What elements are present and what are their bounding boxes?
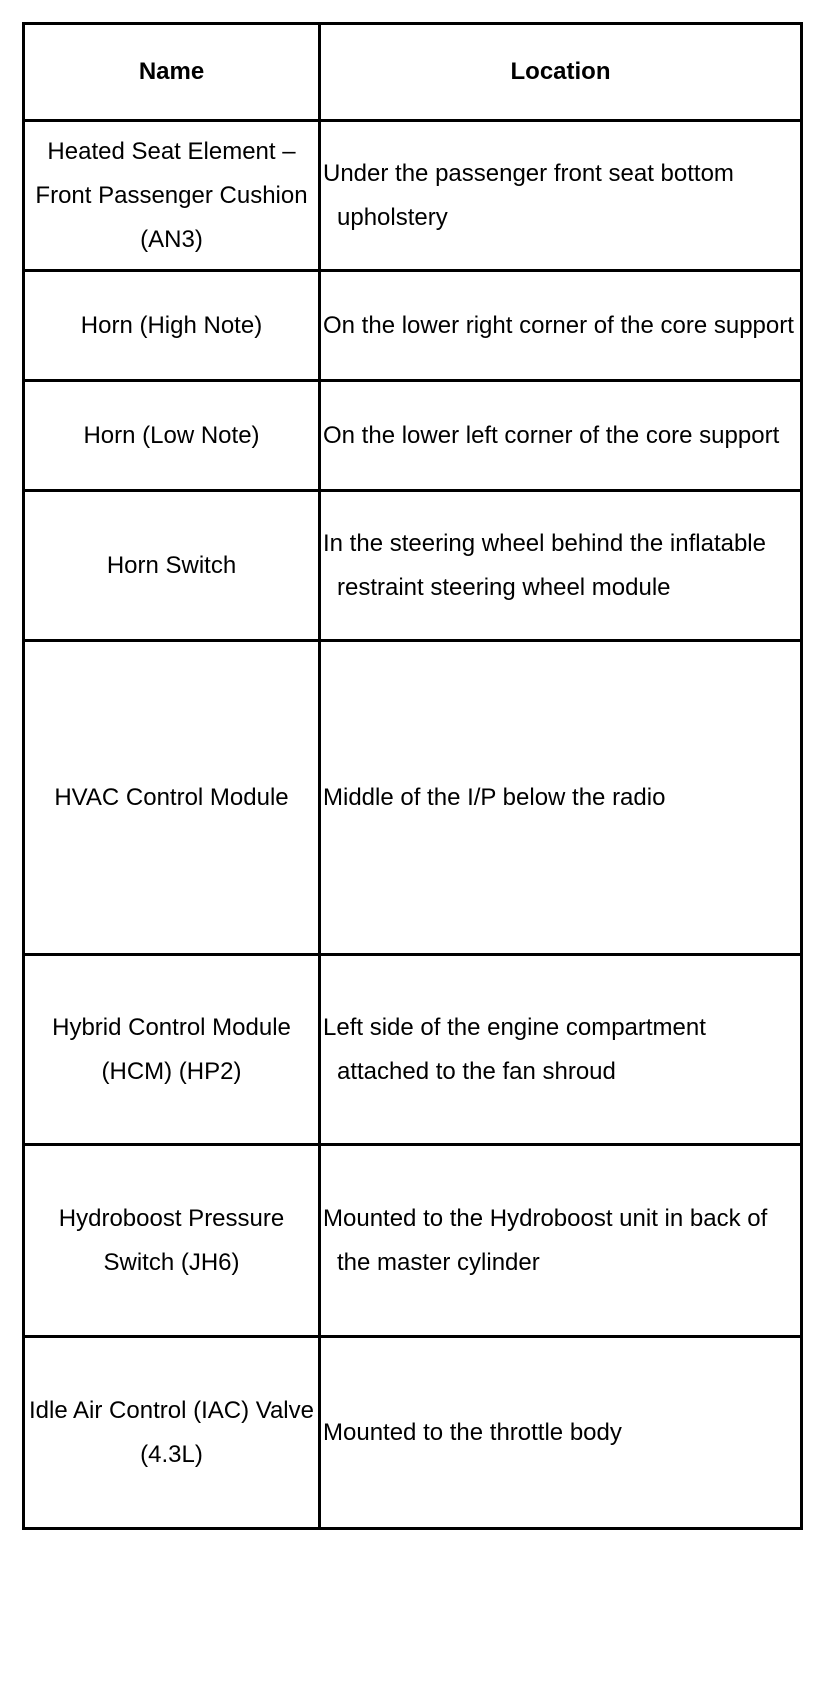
component-location-cell [320,955,802,1145]
component-location: On the lower left corner of the core support [323,421,780,449]
component-location: Mounted to the throttle body [323,1418,622,1446]
table-row [24,1337,802,1529]
component-name-cell [24,381,320,491]
component-location: Left side of the engine compartment attached to the fan shroud [323,1013,706,1085]
component-location: Middle of the I/P below the radio [323,783,666,811]
component-name-cell [24,955,320,1145]
table-row [24,271,802,381]
component-location-cell [320,271,802,381]
component-name: Heated Seat Element – Front Passenger Cushion (AN3) [35,137,308,253]
location-column-header: Location [320,24,802,121]
component-location-cell [320,381,802,491]
component-location-table [22,22,803,1530]
component-name-cell [24,1337,320,1529]
component-name: Horn (High Note) [80,311,263,339]
table-row [24,121,802,271]
header-row [24,24,802,121]
component-location: Mounted to the Hydroboost unit in back of the master cylinder [323,1204,768,1276]
component-name-cell [24,641,320,955]
component-name: HVAC Control Module [54,783,289,811]
table-row [24,641,802,955]
component-name-cell [24,121,320,271]
component-location-cell [320,1145,802,1337]
component-location-cell [320,1337,802,1529]
component-location: Under the passenger front seat bottom upholstery [323,159,734,231]
component-name-cell [24,1145,320,1337]
component-location: On the lower right corner of the core support [323,311,794,339]
table-row [24,381,802,491]
component-location: In the steering wheel behind the inflatable restraint steering wheel module [323,529,766,601]
component-name-cell [24,271,320,381]
name-column-header: Name [24,24,320,121]
table-row [24,955,802,1145]
component-name-cell [24,491,320,641]
component-name: Horn (Low Note) [83,421,260,449]
table-row [24,1145,802,1337]
component-location-cell [320,641,802,955]
component-name: Hybrid Control Module (HCM) (HP2) [52,1013,291,1085]
component-name: Idle Air Control (IAC) Valve (4.3L) [29,1396,314,1468]
component-location-cell [320,491,802,641]
table-row [24,491,802,641]
component-location-cell [320,121,802,271]
component-name: Horn Switch [106,551,237,579]
component-name: Hydroboost Pressure Switch (JH6) [58,1204,285,1276]
